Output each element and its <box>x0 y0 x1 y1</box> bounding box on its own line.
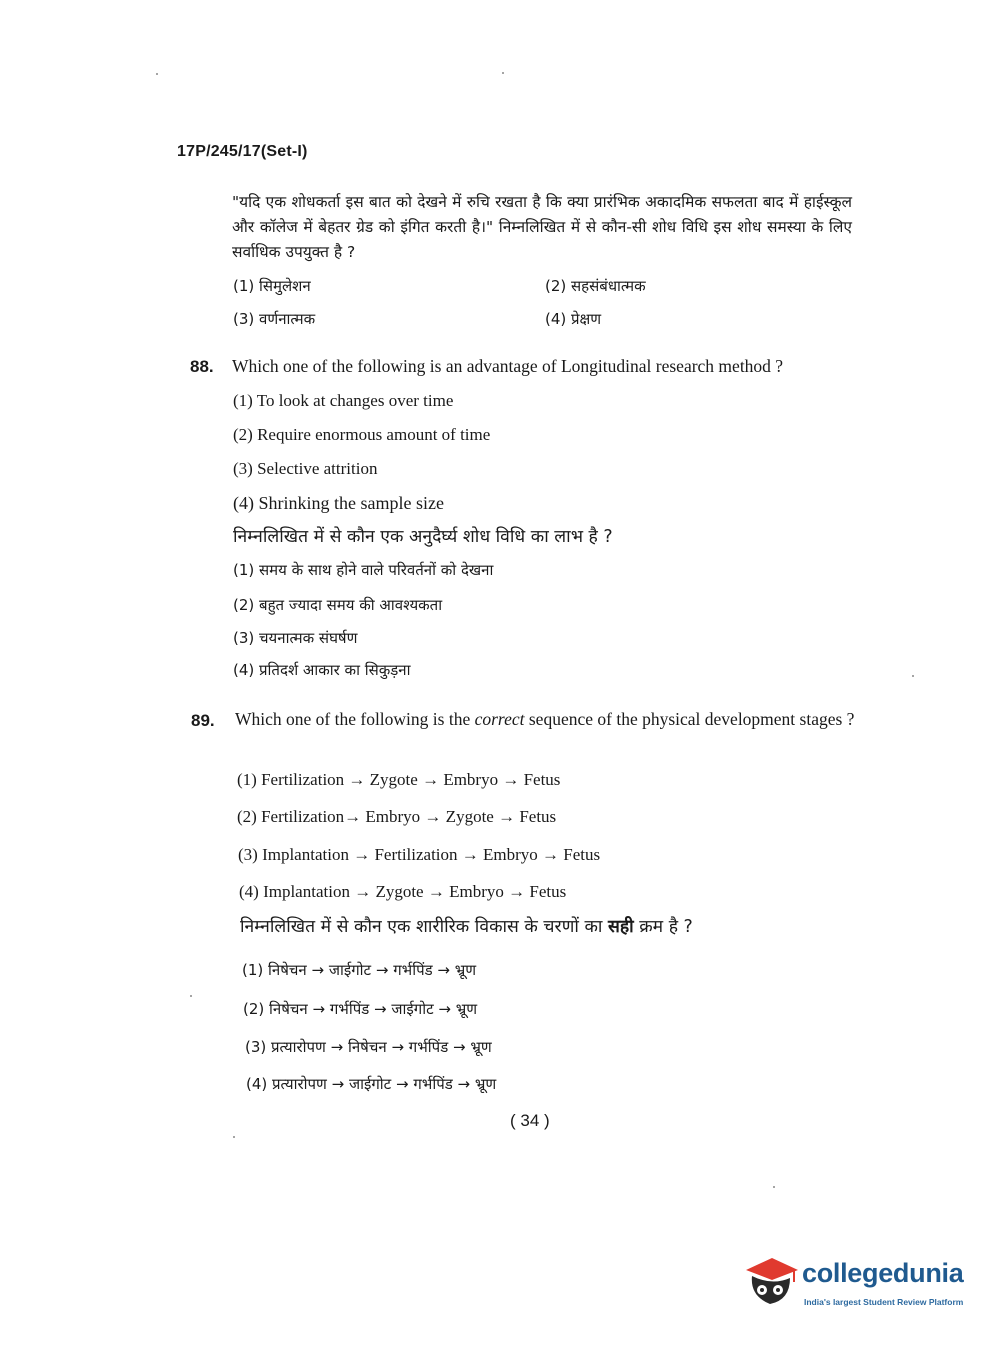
q87-option-3: (3) वर्णनात्मक <box>233 310 316 328</box>
q89-option-2: (2) Fertilization→ Embryo → Zygote → Fetus <box>237 807 557 826</box>
scan-speck <box>190 995 192 997</box>
paper-code: 17P/245/17(Set-I) <box>177 143 308 160</box>
q87-option-1: (1) सिमुलेशन <box>233 277 311 295</box>
q87-hindi-question: "यदि एक शोधकर्ता इस बात को देखने में रुचि रखता है कि क्या प्रारंभिक अकादमिक सफलता बाद में हाईस्कूल और कॉलेज में बेहतर ग्रेड को इंगित करती है।" निम्नलिखित में से कौन-सी शोध विधि इस शोध समस्या के लिए सर्वाधिक उपयुक्त है ? <box>232 193 852 261</box>
q87-option-2: (2) सहसंबंधात्मक <box>545 277 646 295</box>
q89-hindi-question-pre: निम्नलिखित में से कौन एक शारीरिक विकास के चरणों का <box>240 917 603 937</box>
scan-speck <box>912 675 914 677</box>
q89-question-pre: Which one of the following is the <box>235 709 471 729</box>
scan-speck <box>156 73 158 75</box>
q88-hindi-option-4: (4) प्रतिदर्श आकार का सिकुड़ना <box>233 661 411 679</box>
q88-hindi-question: निम्नलिखित में से कौन एक अनुदैर्घ्य शोध विधि का लाभ है ? <box>233 527 613 547</box>
scan-speck <box>502 72 504 74</box>
mascot-icon <box>742 1252 802 1312</box>
brand-tagline: India's largest Student Review Platform <box>804 1297 964 1307</box>
q88-number: 88. <box>190 357 214 376</box>
q88-option-4: (4) Shrinking the sample size <box>233 493 444 513</box>
q88-option-3: (3) Selective attrition <box>233 459 378 478</box>
collegedunia-watermark <box>742 1252 972 1312</box>
q89-question <box>235 706 855 732</box>
q88-hindi-option-2: (2) बहुत ज्यादा समय की आवश्यकता <box>233 596 443 614</box>
q89-hindi-option-1: (1) निषेचन → जाईगोट → गर्भपिंड → भ्रूण <box>242 961 477 979</box>
brand-name: collegedunia <box>802 1258 964 1288</box>
scan-speck <box>773 1186 775 1188</box>
q87-option-4: (4) प्रेक्षण <box>545 310 602 328</box>
q89-number: 89. <box>191 711 215 730</box>
q89-option-3: (3) Implantation → Fertilization → Embryo → Fetus <box>238 845 601 864</box>
q89-option-1: (1) Fertilization → Zygote → Embryo → Fetus <box>237 770 561 789</box>
q89-hindi-question <box>240 914 693 940</box>
q89-hindi-option-3: (3) प्रत्यारोपण → निषेचन → गर्भपिंड → भ्रूण <box>245 1038 492 1056</box>
q89-question-post: sequence of the physical development stages ? <box>528 709 855 729</box>
q88-option-2: (2) Require enormous amount of time <box>233 425 491 444</box>
q89-question-emphasis: correct <box>474 709 525 729</box>
q88-option-1: (1) To look at changes over time <box>233 391 454 410</box>
page-number: ( 34 ) <box>510 1111 550 1130</box>
q89-hindi-question-emphasis: सही <box>608 917 634 937</box>
q88-question: Which one of the following is an advantage of Longitudinal research method ? <box>232 356 784 376</box>
q88-hindi-option-3: (3) चयनात्मक संघर्षण <box>233 629 358 647</box>
q89-option-4: (4) Implantation → Zygote → Embryo → Fetus <box>239 882 567 901</box>
q89-hindi-option-2: (2) निषेचन → गर्भपिंड → जाईगोट → भ्रूण <box>243 1000 478 1018</box>
q89-hindi-option-4: (4) प्रत्यारोपण → जाईगोट → गर्भपिंड → भ्रूण <box>246 1075 497 1093</box>
q89-hindi-question-post: क्रम है ? <box>639 917 693 937</box>
q88-hindi-option-1: (1) समय के साथ होने वाले परिवर्तनों को देखना <box>233 561 494 579</box>
scan-speck <box>233 1136 235 1138</box>
